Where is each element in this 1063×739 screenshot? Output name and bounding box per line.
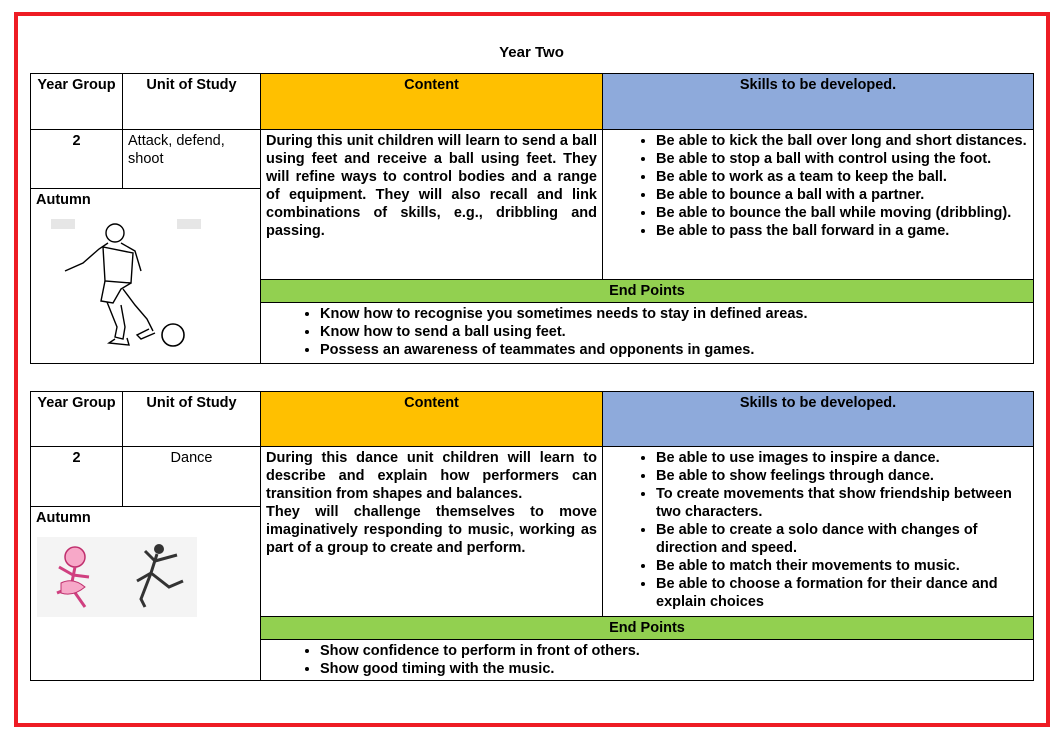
end-points-cell xyxy=(261,303,1034,364)
autumn-image-cell xyxy=(31,507,261,681)
term-label: Autumn xyxy=(36,192,91,208)
end-points-header: End Points xyxy=(261,280,1034,303)
end-points-list xyxy=(266,305,1028,359)
skill-item: • Be able to match their movements to music. xyxy=(656,557,1028,575)
football-player-icon xyxy=(51,219,201,359)
end-point-item: • Know how to send a ball using feet. xyxy=(320,323,1028,341)
skill-item: • Be able to show feelings through dance. xyxy=(656,467,1028,485)
skill-item: • Be able to choose a formation for their dance and explain choices xyxy=(656,575,1028,611)
skill-item: • Be able to stop a ball with control using the foot. xyxy=(656,150,1028,168)
skill-item: • Be able to pass the ball forward in a game. xyxy=(656,222,1028,240)
content-header: Content xyxy=(261,74,603,130)
year-group-header: Year Group xyxy=(31,74,123,130)
skills-list-cell xyxy=(603,130,1034,280)
skill-item: • Be able to bounce a ball with a partner. xyxy=(656,186,1028,204)
content-paragraph: During this dance unit children will learn to describe and explain how performers can transition from shapes and balances. xyxy=(266,450,597,502)
skill-item: • Be able to create a solo dance with changes of direction and speed. xyxy=(656,521,1028,557)
unit-of-study-value: Dance xyxy=(123,447,261,507)
year-group-header: Year Group xyxy=(31,392,123,447)
skills-header: Skills to be developed. xyxy=(603,392,1034,447)
skills-list-cell xyxy=(603,447,1034,617)
page-title: Year Two xyxy=(499,44,564,61)
skills-list xyxy=(608,449,1028,611)
autumn-image-cell xyxy=(31,189,261,364)
skill-item: • Be able to work as a team to keep the ball. xyxy=(656,168,1028,186)
year-value: 2 xyxy=(31,447,123,507)
skill-item: • Be able to use images to inspire a dance. xyxy=(656,449,1028,467)
end-point-item: • Show confidence to perform in front of others. xyxy=(320,642,1028,660)
skill-item: • Be able to bounce the ball while moving (dribbling). xyxy=(656,204,1028,222)
unit-of-study-header: Unit of Study xyxy=(123,74,261,130)
end-point-item: • Know how to recognise you sometimes needs to stay in defined areas. xyxy=(320,305,1028,323)
skills-header: Skills to be developed. xyxy=(603,74,1034,130)
year-value: 2 xyxy=(31,130,123,189)
end-points-header: End Points xyxy=(261,617,1034,640)
end-points-cell xyxy=(261,640,1034,681)
end-point-item: • Show good timing with the music. xyxy=(320,660,1028,678)
end-point-item: • Possess an awareness of teammates and opponents in games. xyxy=(320,341,1028,359)
content-header: Content xyxy=(261,392,603,447)
end-points-list xyxy=(266,642,1028,678)
dancers-icon xyxy=(37,537,197,617)
skills-list xyxy=(608,132,1028,240)
content-text-cell xyxy=(261,447,603,617)
content-text: During this unit children will learn to send a ball using feet and receive a ball using feet. They will refine ways to control bodies and a range of equipment. They will also recall and link combinations of skills, e.g., dribbling and passing. xyxy=(261,130,603,280)
skill-item: • Be able to kick the ball over long and short distances. xyxy=(656,132,1028,150)
unit-of-study-value: Attack, defend, shoot xyxy=(123,130,261,189)
unit-of-study-header: Unit of Study xyxy=(123,392,261,447)
unit-table-1 xyxy=(30,73,1034,364)
term-label: Autumn xyxy=(36,510,91,526)
skill-item: • To create movements that show friendship between two characters. xyxy=(656,485,1028,521)
content-paragraph: They will challenge themselves to move imaginatively responding to music, working as part of a group to create and perform. xyxy=(266,504,597,556)
unit-table-2 xyxy=(30,391,1034,681)
